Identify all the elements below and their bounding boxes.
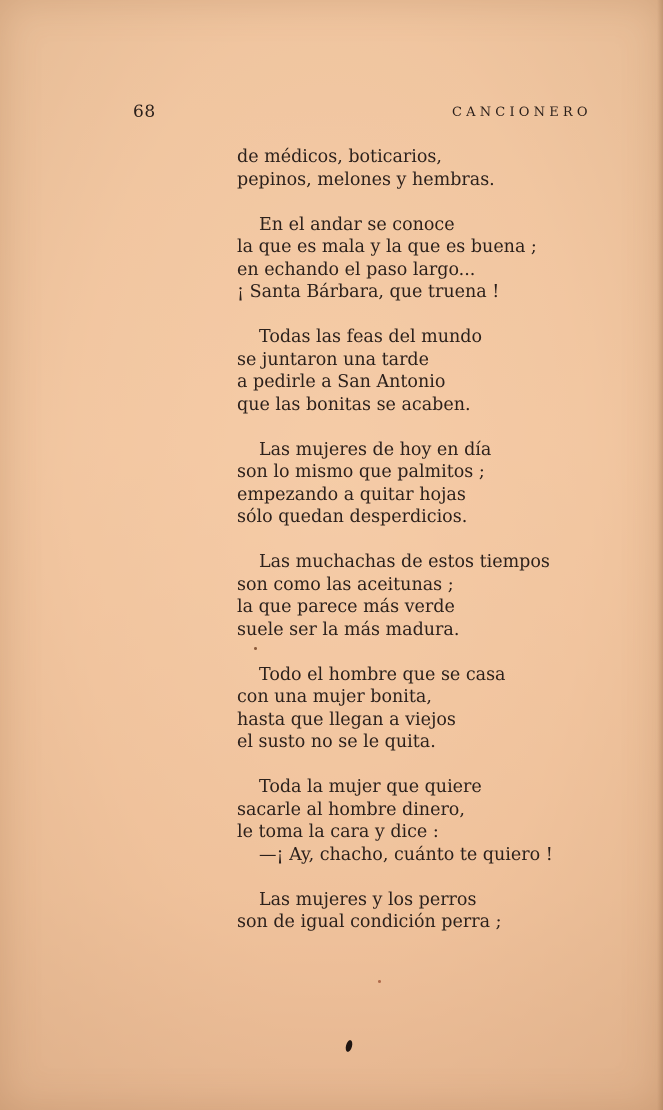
verse-line: pepinos, melones y hembras. (237, 169, 495, 190)
verse-line: —¡ Ay, chacho, cuánto te quiero ! (259, 844, 553, 865)
verse-line: la que parece más verde (237, 597, 455, 617)
verse-line: en echando el paso largo... (237, 259, 476, 280)
verse-line: que las bonitas se acaben. (237, 394, 471, 415)
verse-line: Las muchachas de estos tiempos (259, 552, 550, 572)
verse-line: a pedirle a San Antonio (237, 372, 446, 392)
stanza (237, 776, 597, 866)
stanza (237, 439, 597, 529)
verse-line: ¡ Santa Bárbara, que truena ! (237, 282, 500, 302)
verse-line: Toda la mujer que quiere (259, 777, 482, 797)
page-number: 68 (133, 102, 156, 122)
verse-line: se juntaron una tarde (237, 349, 429, 370)
verse-line: son como las aceitunas ; (237, 574, 454, 595)
page-edge-shadow (657, 0, 663, 1110)
stanza (237, 326, 597, 416)
verse-line: Las mujeres de hoy en día (259, 439, 492, 460)
verse-line: la que es mala y la que es buena ; (237, 237, 537, 257)
verse-line: Todas las feas del mundo (259, 327, 483, 347)
verse-line: suele ser la más madura. (237, 619, 460, 640)
verse-line: son de igual condición perra ; (237, 912, 502, 932)
verse-line: el susto no se le quita. (237, 732, 436, 752)
verse-line: sacarle al hombre dinero, (237, 799, 465, 820)
stanza (237, 551, 597, 641)
verse-line: de médicos, boticarios, (237, 147, 442, 167)
stanza (237, 146, 597, 191)
ink-speck (378, 980, 381, 983)
ink-speck (345, 1039, 354, 1052)
poem-text (237, 146, 597, 956)
ink-speck (254, 647, 257, 650)
verse-line: Todo el hombre que se casa (259, 664, 506, 685)
verse-line: hasta que llegan a viejos (237, 709, 456, 730)
verse-line: empezando a quitar hojas (237, 484, 466, 505)
verse-line: En el andar se conoce (259, 214, 455, 235)
stanza (237, 214, 597, 304)
verse-line: Las mujeres y los perros (259, 889, 477, 910)
verse-line: con una mujer bonita, (237, 687, 432, 707)
running-head: CANCIONERO (452, 105, 592, 120)
verse-line: son lo mismo que palmitos ; (237, 462, 485, 482)
stanza (237, 664, 597, 754)
verse-line: sólo quedan desperdicios. (237, 507, 468, 527)
stanza (237, 889, 597, 934)
verse-line: le toma la cara y dice : (237, 822, 439, 842)
